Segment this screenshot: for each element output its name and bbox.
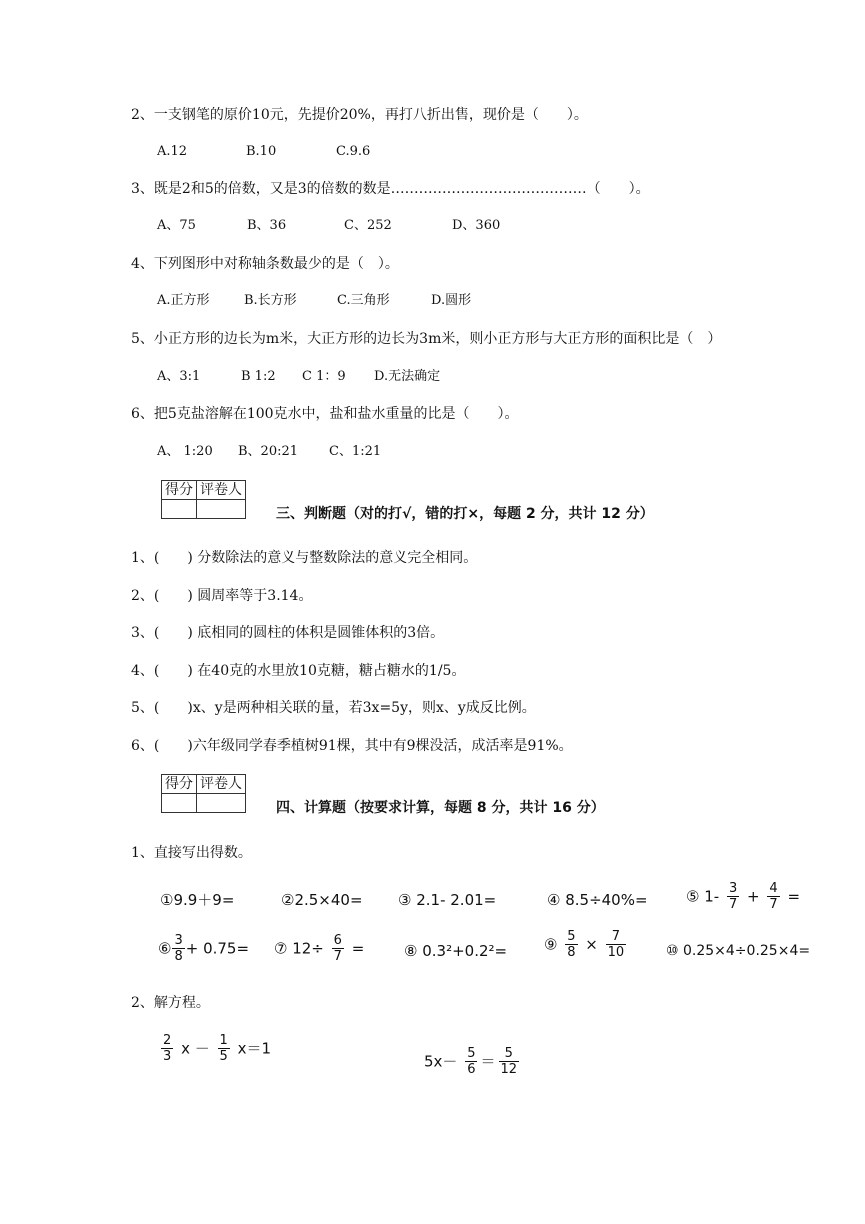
times-sign: × [585,935,598,954]
plus-sign: + [747,887,760,906]
question-4: 4、下列图形中对称轴条数最少的是（ ）。 [131,256,399,272]
fraction: $\frac{3}{7}$ [728,881,738,912]
q4-option-a: A.正方形 [157,293,210,308]
score-label: 得分 [162,481,197,500]
equals-sign: = [351,939,365,958]
q5-option-c: C 1：9 [302,369,346,384]
section-4-title: 四、计算题（按要求计算，每题 8 分，共计 16 分） [276,800,605,816]
calc-7-prefix: ⑦ 12÷ [274,939,324,958]
calc-q1-label: 1、直接写出得数。 [131,845,252,861]
q6-option-a: A、 1:20 [157,444,213,459]
q5-option-a: A、3:1 [157,369,201,384]
q5-option-d: D.无法确定 [374,369,441,384]
score-cell [162,500,197,519]
score-cell [162,794,197,813]
grader-label: 评卷人 [197,481,246,500]
calc-6-suffix: + 0.75= [185,939,250,958]
section-3-title: 三、判断题（对的打√，错的打×，每题 2 分，共计 12 分） [276,506,654,522]
calc-2: ②2.5×40= [281,891,363,909]
score-box [161,774,246,813]
score-box [161,480,246,519]
judge-item-6: 6、( )六年级同学春季植树91棵，其中有9棵没活，成活率是91%。 [131,738,573,754]
equals-sign: ＝ [480,1052,496,1071]
calc-6 [158,933,249,964]
calc-5 [686,881,800,912]
calc-3: ③ 2.1- 2.01= [398,891,497,909]
calc-10: ⑩ 0.25×4÷0.25×4= [666,943,811,959]
fraction: $\frac{7}{10}$ [607,929,625,960]
calc-5-prefix: ⑤ 1- [686,887,720,906]
eq1-suffix: x＝1 [237,1039,271,1058]
q4-option-d: D.圆形 [431,293,472,308]
q4-option-c: C.三角形 [337,293,390,308]
question-6: 6、把5克盐溶解在100克水中，盐和盐水重量的比是（ ）。 [131,406,519,422]
grader-cell [197,794,246,813]
equals-sign: = [787,887,801,906]
calc-4: ④ 8.5÷40%= [547,891,648,909]
fraction: $\frac{1}{5}$ [219,1033,228,1064]
fraction: $\frac{4}{7}$ [769,881,778,912]
judge-item-2: 2、( ) 圆周率等于3.14。 [131,588,313,604]
score-label: 得分 [162,775,197,794]
fraction: $\frac{2}{3}$ [163,1033,172,1064]
fraction: $\frac{5}{8}$ [567,929,576,960]
q2-option-b: B.10 [246,144,277,159]
calc-7 [274,933,364,964]
q5-option-b: B 1:2 [241,369,276,384]
q4-option-b: B.长方形 [244,293,297,308]
calc-q2-label: 2、解方程。 [131,995,210,1011]
fraction: $\frac{6}{7}$ [333,933,342,964]
q3-option-a: A、75 [157,218,196,233]
calc-9-prefix: ⑨ [544,935,558,954]
question-3: 3、既是2和5的倍数，又是3的倍数的数是……………………………………（ ）。 [131,181,650,197]
equation-1 [158,1033,271,1064]
calc-1: ①9.9＋9= [160,891,235,909]
judge-item-5: 5、( )x、y是两种相关联的量，若3x=5y，则x、y成反比例。 [131,700,536,716]
eq1-middle: x － [181,1039,210,1058]
fraction: $\frac{3}{8}$ [174,933,183,964]
fraction: $\frac{5}{12}$ [500,1046,518,1077]
q6-option-c: C、1:21 [329,444,382,459]
calc-6-prefix: ⑥ [158,939,172,958]
q3-option-d: D、360 [452,218,501,233]
q2-option-c: C.9.6 [336,144,371,159]
q2-option-a: A.12 [157,144,188,159]
question-5: 5、小正方形的边长为m米，大正方形的边长为3m米，则小正方形与大正方形的面积比是（ ） [131,331,722,347]
question-2: 2、一支钢笔的原价10元，先提价20%，再打八折出售，现价是（ ）。 [131,107,588,123]
calc-8: ⑧ 0.3²+0.2²= [404,942,508,960]
judge-item-1: 1、( ) 分数除法的意义与整数除法的意义完全相同。 [131,550,478,566]
fraction: $\frac{5}{6}$ [467,1046,476,1077]
eq2-prefix: 5x－ [424,1052,458,1071]
judge-item-3: 3、( ) 底相同的圆柱的体积是圆锥体积的3倍。 [131,625,445,641]
q6-option-b: B、20:21 [238,444,299,459]
equation-2 [424,1046,522,1077]
q3-option-b: B、36 [247,218,287,233]
judge-item-4: 4、( ) 在40克的水里放10克糖，糖占糖水的1/5。 [131,663,466,679]
calc-9 [544,929,629,960]
q3-option-c: C、252 [344,218,392,233]
grader-cell [197,500,246,519]
grader-label: 评卷人 [197,775,246,794]
